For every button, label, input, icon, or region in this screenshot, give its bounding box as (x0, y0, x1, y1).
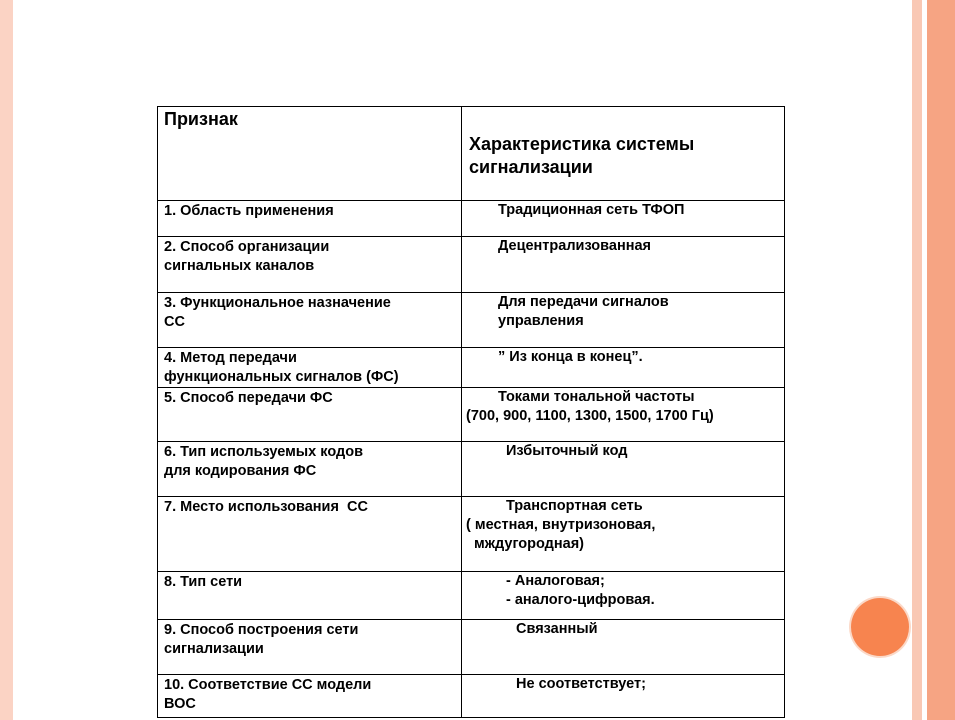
row-feature-line: 1. Область применения (164, 203, 334, 219)
header-characteristic-line1: Характеристика системы (469, 134, 695, 154)
row-feature-line: 7. Место использования СС (164, 499, 368, 515)
row-value-line: управления (498, 313, 584, 329)
table-row (158, 348, 785, 388)
row-feature-line: СС (164, 314, 185, 330)
row-feature (158, 388, 462, 442)
row-feature-line: функциональных сигналов (ФС) (164, 369, 399, 385)
row-feature (158, 675, 462, 718)
row-value (462, 572, 785, 620)
header-feature-label: Признак (164, 109, 238, 129)
row-feature-line: сигнализации (164, 641, 264, 657)
row-value (462, 675, 785, 718)
row-feature-line: сигнальных каналов (164, 258, 315, 274)
row-value (462, 293, 785, 348)
row-feature (158, 572, 462, 620)
row-value (462, 201, 785, 237)
table-row (158, 293, 785, 348)
row-value-line: (700, 900, 1100, 1300, 1500, 1700 Гц) (466, 408, 714, 424)
row-value-line: ( местная, внутризоновая, (466, 517, 656, 533)
row-value (462, 620, 785, 675)
row-feature (158, 442, 462, 497)
row-feature-line: ВОС (164, 696, 196, 712)
row-value-line: Связанный (516, 621, 598, 637)
row-feature-line: для кодирования ФС (164, 463, 317, 479)
row-value-line: - Аналоговая; (506, 573, 605, 589)
row-value-line: - аналого-цифровая. (506, 592, 655, 608)
row-value (462, 388, 785, 442)
table-row (158, 201, 785, 237)
row-feature-line: 5. Способ передачи ФС (164, 390, 333, 406)
slide-right-stripe-light (912, 0, 922, 720)
row-value (462, 442, 785, 497)
row-feature-line: 4. Метод передачи (164, 350, 297, 366)
row-feature (158, 620, 462, 675)
table-row (158, 675, 785, 718)
slide-left-border (0, 0, 13, 720)
row-value-line: Традиционная сеть ТФОП (498, 202, 685, 218)
row-feature-line: 10. Соответствие СС модели (164, 677, 372, 693)
row-feature (158, 348, 462, 388)
row-value-line: ” Из конца в конец”. (498, 349, 643, 365)
row-value-line: мждугородная) (474, 536, 584, 552)
row-feature-line: 2. Способ организации (164, 239, 330, 255)
table-row (158, 442, 785, 497)
row-feature-line: 8. Тип сети (164, 574, 243, 590)
row-value-line: Не соответствует; (516, 676, 646, 692)
header-characteristic (462, 107, 785, 201)
table-row (158, 620, 785, 675)
row-feature (158, 497, 462, 572)
row-value (462, 237, 785, 293)
header-characteristic-line2: сигнализации (469, 157, 593, 177)
header-feature (158, 107, 462, 201)
row-feature-line: 9. Способ построения сети (164, 622, 359, 638)
row-value-line: Избыточный код (506, 443, 628, 459)
row-value (462, 497, 785, 572)
signaling-characteristics-table (157, 106, 785, 718)
row-feature (158, 237, 462, 293)
table-header-row (158, 107, 785, 201)
table-row (158, 237, 785, 293)
row-value-line: Транспортная сеть (506, 498, 643, 514)
row-value-line: Децентрализованная (498, 238, 651, 254)
table-row (158, 388, 785, 442)
row-feature-line: 6. Тип используемых кодов (164, 444, 363, 460)
decorative-circle (851, 598, 909, 656)
row-value (462, 348, 785, 388)
row-value-line: Токами тональной частоты (498, 389, 695, 405)
row-value-line: Для передачи сигналов (498, 294, 669, 310)
row-feature-line: 3. Функциональное назначение (164, 295, 391, 311)
table-row (158, 497, 785, 572)
row-feature (158, 293, 462, 348)
table-row (158, 572, 785, 620)
slide-right-stripe-dark (927, 0, 955, 720)
row-feature (158, 201, 462, 237)
